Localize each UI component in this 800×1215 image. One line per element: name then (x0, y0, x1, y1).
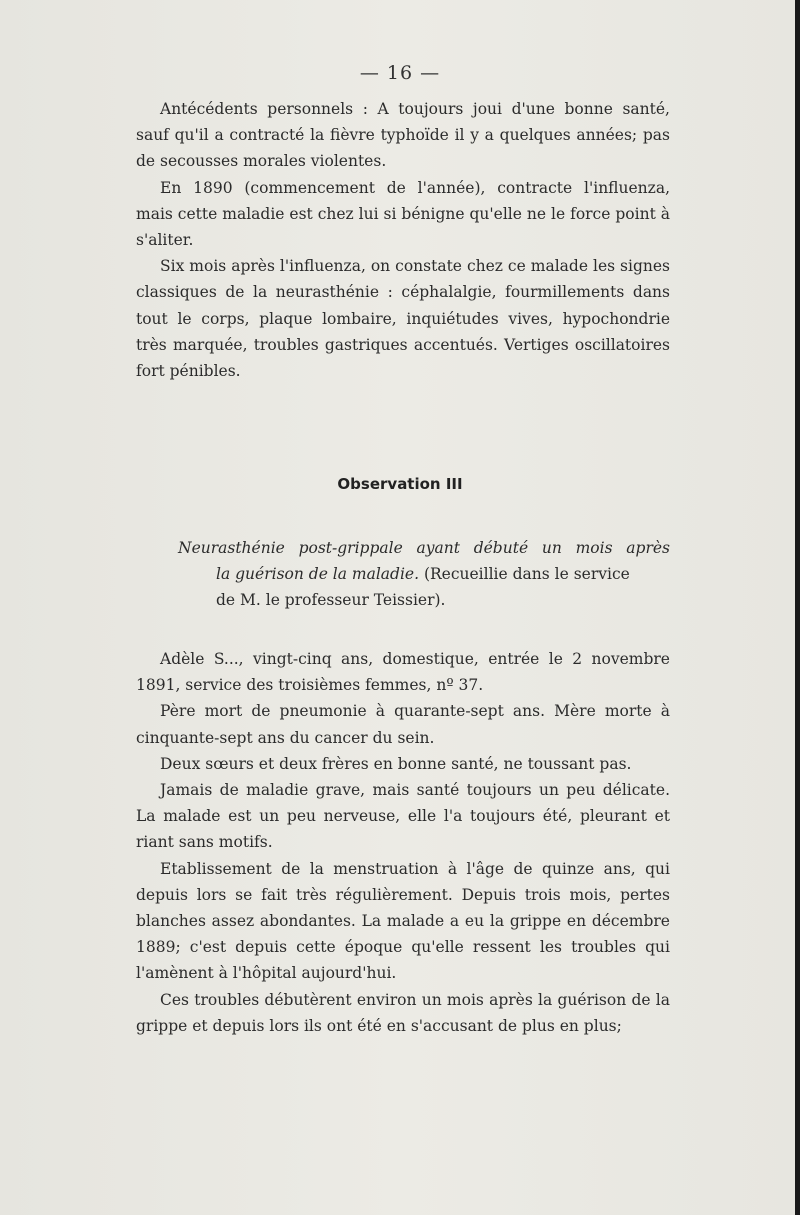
scan-edge (795, 0, 800, 1215)
paragraph-antecedents: Antécédents personnels : A toujours joui d'une bonne santé, sauf qu'il a contracté la fièvre typhoïde il y a quelques années; pas de secousses morales violentes. (136, 100, 670, 171)
subtitle-italic-line-2: la guérison de la maladie. (216, 565, 420, 584)
paragraph-parents: Père mort de pneumonie à quarante-sept ans. Mère morte à cinquante-sept ans du cancer du sein. (136, 702, 670, 747)
lower-text (136, 646, 670, 1039)
paragraph-siblings: Deux sœurs et deux frères en bonne santé, ne toussant pas. (160, 754, 632, 773)
paragraph-patient: Adèle S..., vingt-cinq ans, domestique, entrée le 2 novembre 1891, service des troisièmes femmes, nº 37. (136, 650, 670, 695)
paragraph-health: Jamais de maladie grave, mais santé toujours un peu délicate. La malade est un peu nerveuse, elle l'a toujours été, pleurant et riant sans motifs. (136, 781, 670, 852)
subtitle-italic-line-1: Neurasthénie post-grippale ayant débuté un mois après (178, 539, 670, 557)
observation-title: Observation III (337, 475, 463, 493)
paragraph-menstruation: Etablissement de la menstruation à l'âge de quinze ans, qui depuis lors se fait très régulièrement. Depuis trois mois, pertes blanches assez abondantes. La malade a eu la grippe en décembre 1889; c'est depuis cette époque qu'elle ressent les troubles qui l'amènent à l'hôpital aujourd'hui. (136, 859, 670, 983)
paragraph-influenza: En 1890 (commencement de l'année), contracte l'influenza, mais cette maladie est chez lui si bénigne qu'elle ne le force point à s'aliter. (136, 178, 670, 250)
subtitle-normal-line-2: (Recueillie dans le service (419, 565, 630, 584)
subtitle-normal-line-3: de M. le professeur Teissier). (216, 591, 446, 610)
upper-text (136, 96, 670, 384)
page-number: — 16 — (359, 62, 441, 84)
observation-subtitle (178, 535, 670, 614)
paragraph-neurasthenie: Six mois après l'influenza, on constate chez ce malade les signes classiques de la neurasthénie : céphalalgie, fourmillements dans tout le corps, plaque lombaire, inquiétudes vives, hypochondrie très marquée, troubles gastriques accentués. Vertiges oscillatoires fort pénibles. (136, 257, 670, 381)
paragraph-troubles: Ces troubles débutèrent environ un mois après la guérison de la grippe et depuis lors ils ont été en s'accusant de plus en plus; (136, 990, 670, 1035)
